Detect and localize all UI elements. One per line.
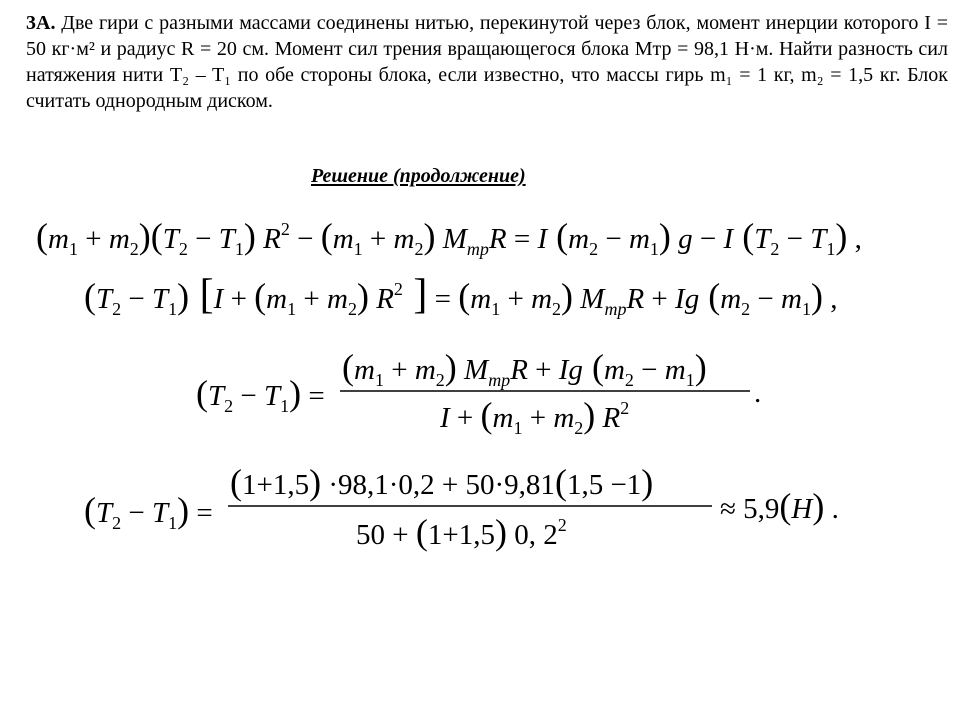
svg-text:50 + (1+1,5) 0, 22: 50 + (1+1,5) 0, $2^2$ — [356, 512, 567, 552]
equation-1: $(m_1 + m_2)(T_2 - T_1) R^2 - (m_1 + m_2) M_{тр}R = I$ $(m_2 - m_1) g - I$ $(T_2 - T_1)$ , — [36, 216, 862, 259]
svg-text:≈ 5,9(H) .: ≈ 5,9(H) . — [720, 486, 839, 526]
equation-2: $(T_2 - T_1) [I + (m_1 + m_2)$ $R^2$ ] = $(m_1 + m_2) M_{тр}R + Ig$ $(m_2 - m_1)$ , — [84, 272, 838, 319]
equation-4 — [84, 462, 839, 552]
equation-3 — [196, 347, 761, 438]
problem-label: 3А. — [26, 12, 56, 34]
solution-subtitle: Решение (продолжение) — [311, 165, 526, 187]
problem-text: Две гири с разными массами соединены нитью, перекинутой через блок, момент инерции которого I = 50 кг·м² и радиус R = 20 см. Момент сил трения вращающегося блока Mтр = 98,1 Н·м. Найти разность сил натяжения нити T₂ – T₁ по обе стороны блока, если известно, что массы гирь m₁ = 1 кг, m₂ = 1,5 кг. Блок считать однородным диском. — [26, 12, 949, 112]
svg-text:(1+1,5) ·98,1·0,2 + 50·9,81(1,: (1+1,5) ·98,1·0,2 + 50·9,81(1,5 −1) — [230, 462, 654, 502]
svg-text:(m1 + m2) MтрR + Ig (m2 − m1): $(m_1 + m_2) M_{тр}R + Ig$ $(m_2 - m_1)$ — [342, 347, 707, 390]
svg-text:(T2 − T1) =: $(T_2 - T_1)$ = — [84, 490, 213, 533]
svg-text:(T2 − T1) =: $(T_2 - T_1)$ = — [196, 373, 325, 416]
svg-text:I + (m1 + m2) R2: $I + (m_1 + m_2)$ $R^2$ — [440, 395, 630, 438]
svg-text:.: . — [754, 377, 762, 409]
